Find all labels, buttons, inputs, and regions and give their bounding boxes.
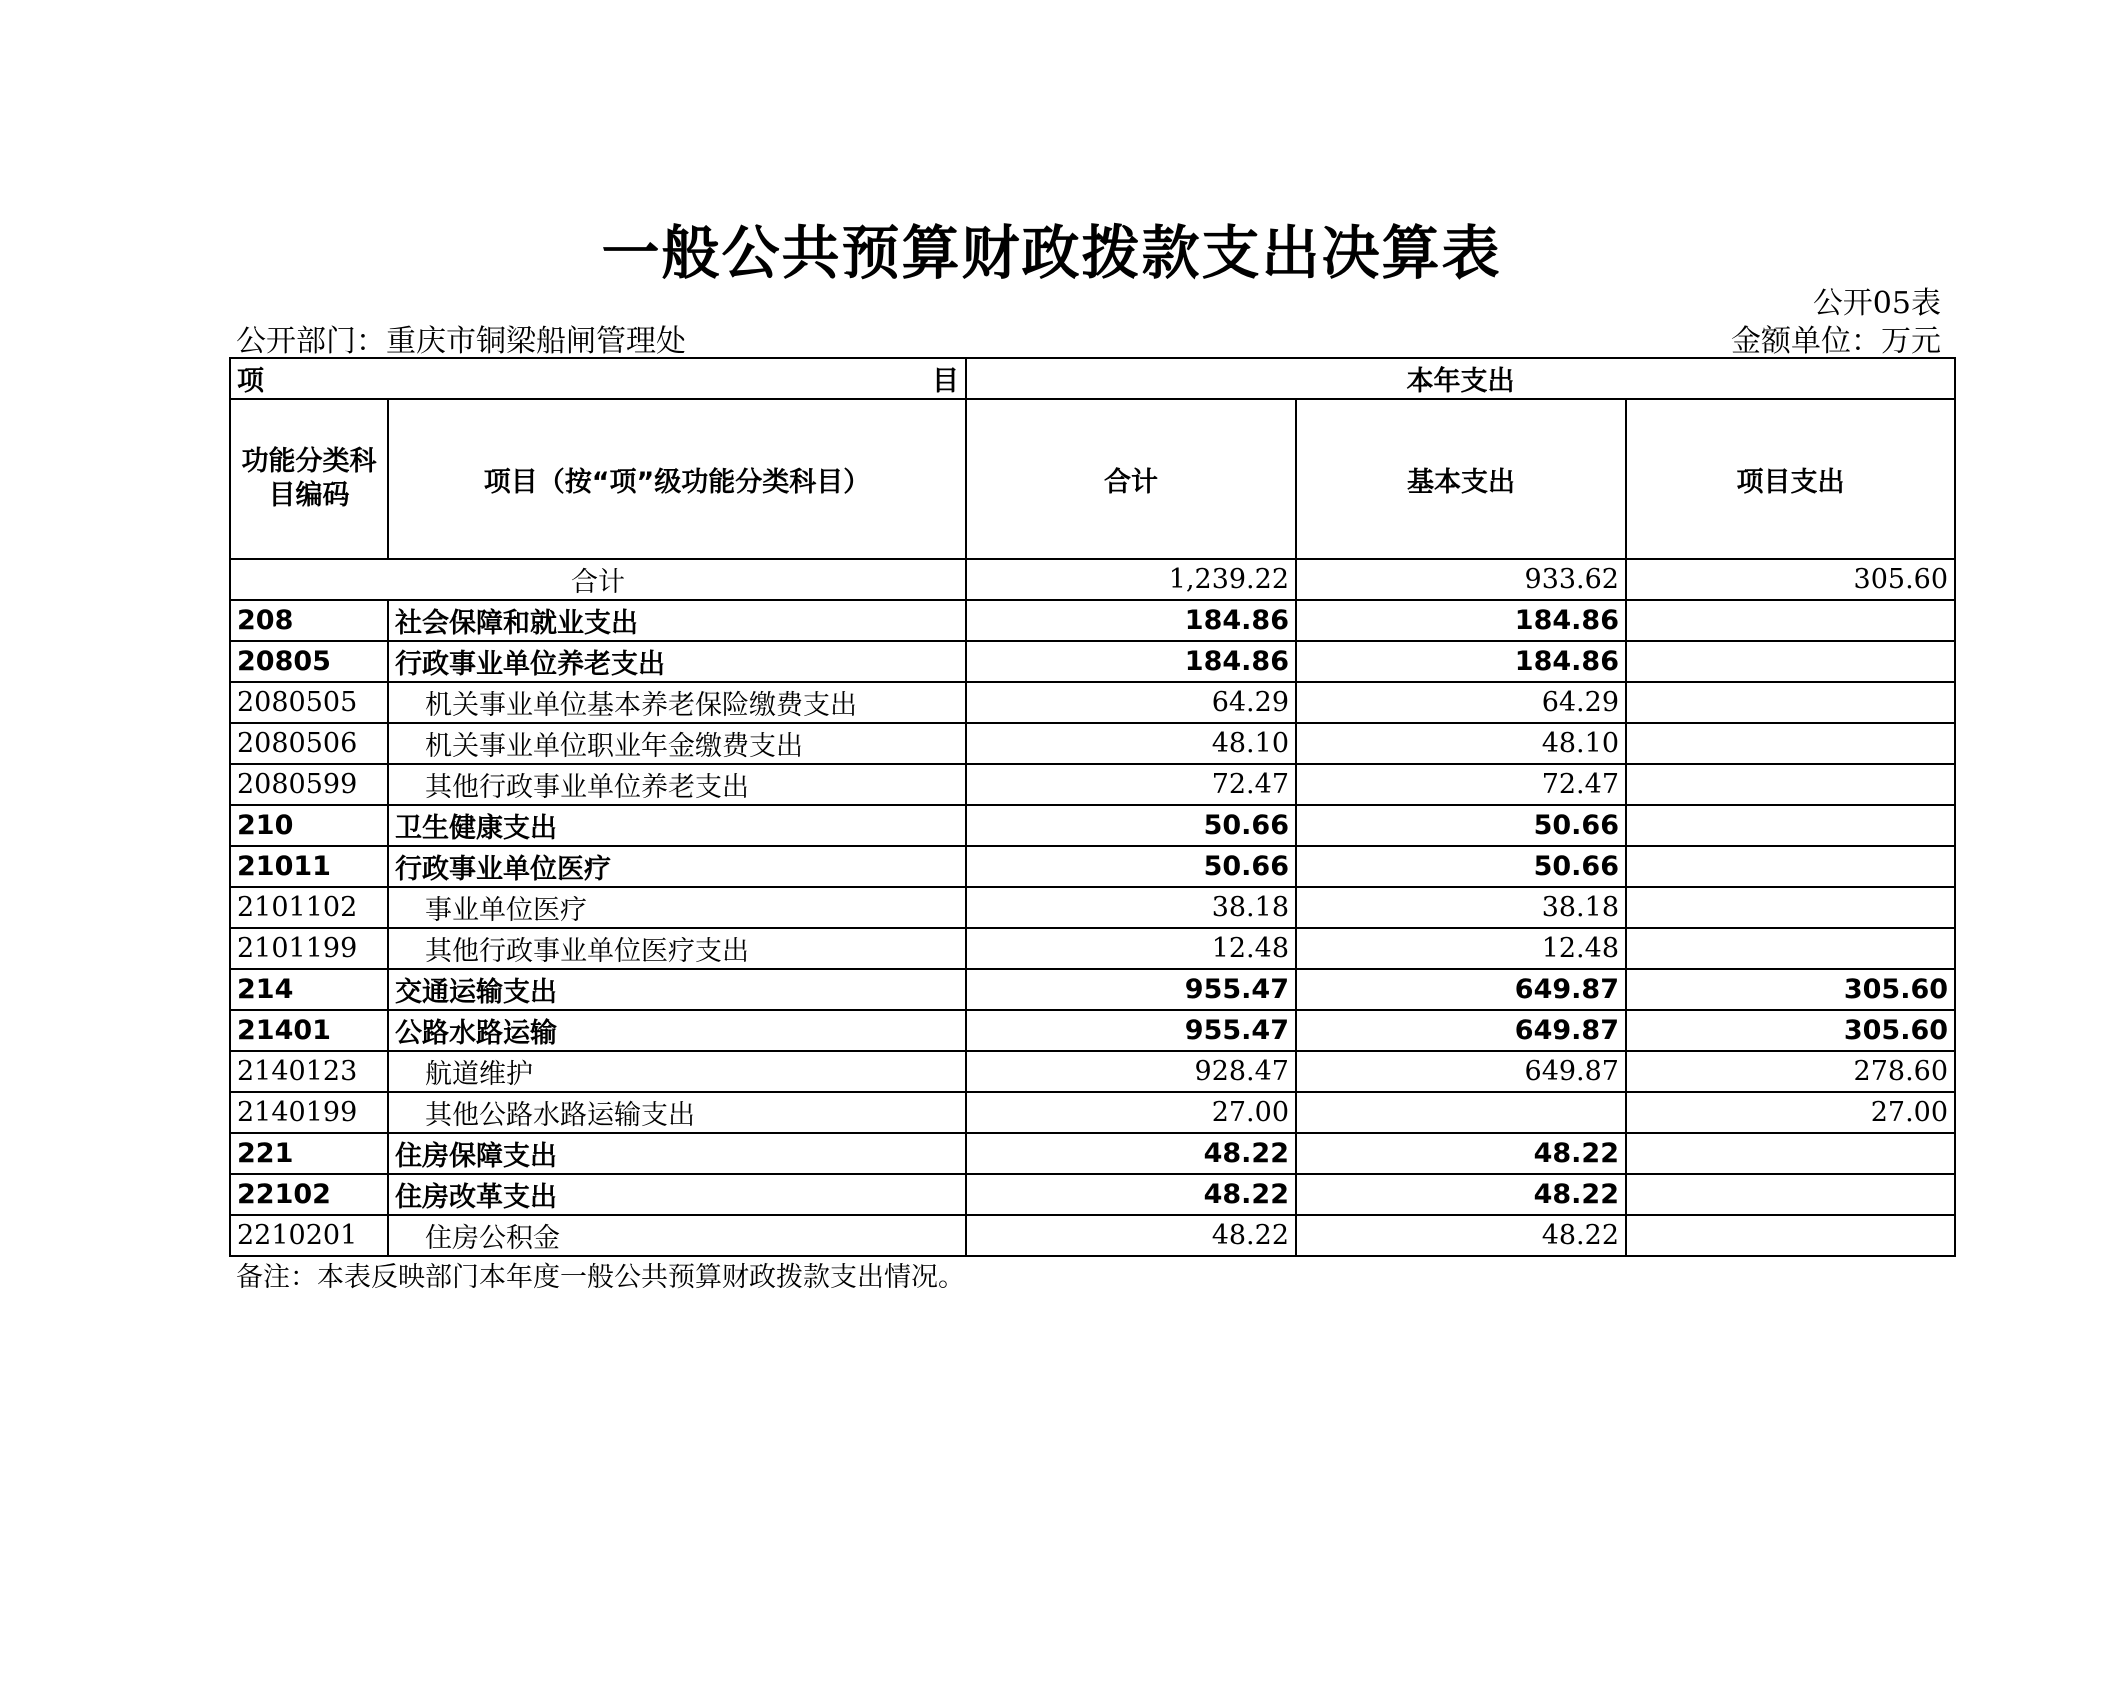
row-basic: 48.22 [1296, 1133, 1626, 1174]
row-name: 卫生健康支出 [388, 805, 966, 846]
row-basic: 48.22 [1296, 1174, 1626, 1215]
row-code: 2210201 [230, 1215, 388, 1256]
row-project: 27.00 [1626, 1092, 1955, 1133]
table-row [230, 1010, 1955, 1051]
row-name: 公路水路运输 [388, 1010, 966, 1051]
row-code: 20805 [230, 641, 388, 682]
row-code: 2140123 [230, 1051, 388, 1092]
name-column-header: 项目（按“项”级功能分类科目） [388, 399, 966, 559]
row-project: 278.60 [1626, 1051, 1955, 1092]
table-row [230, 1215, 1955, 1256]
row-project [1626, 1133, 1955, 1174]
row-name: 其他公路水路运输支出 [388, 1092, 966, 1133]
expenditure-table [229, 357, 1956, 1257]
form-number: 公开05表 [1812, 286, 1941, 321]
table-row [230, 928, 1955, 969]
row-project [1626, 764, 1955, 805]
table-row [230, 887, 1955, 928]
code-column-header: 功能分类科目编码 [230, 399, 388, 559]
row-code: 221 [230, 1133, 388, 1174]
row-code: 21011 [230, 846, 388, 887]
row-code: 2080505 [230, 682, 388, 723]
row-project [1626, 600, 1955, 641]
basic-column-header: 基本支出 [1296, 399, 1626, 559]
table-row [230, 1092, 1955, 1133]
total-row-project: 305.60 [1626, 559, 1955, 600]
department-label: 公开部门：重庆市铜梁船闸管理处 [236, 324, 686, 359]
row-total: 955.47 [966, 1010, 1296, 1051]
row-basic: 12.48 [1296, 928, 1626, 969]
footnote: 备注：本表反映部门本年度一般公共预算财政拨款支出情况。 [236, 1262, 965, 1293]
row-total: 928.47 [966, 1051, 1296, 1092]
row-project [1626, 682, 1955, 723]
table-row [230, 764, 1955, 805]
row-name: 事业单位医疗 [388, 887, 966, 928]
row-code: 21401 [230, 1010, 388, 1051]
row-basic: 48.10 [1296, 723, 1626, 764]
row-basic: 184.86 [1296, 641, 1626, 682]
row-total: 184.86 [966, 600, 1296, 641]
table-row [230, 1174, 1955, 1215]
row-name: 航道维护 [388, 1051, 966, 1092]
row-name: 行政事业单位养老支出 [388, 641, 966, 682]
row-project [1626, 1215, 1955, 1256]
row-project [1626, 641, 1955, 682]
row-project [1626, 805, 1955, 846]
row-name: 机关事业单位职业年金缴费支出 [388, 723, 966, 764]
row-total: 72.47 [966, 764, 1296, 805]
row-name: 其他行政事业单位养老支出 [388, 764, 966, 805]
item-header-right: 目 [932, 366, 959, 397]
row-total: 955.47 [966, 969, 1296, 1010]
row-total: 48.22 [966, 1174, 1296, 1215]
row-name: 行政事业单位医疗 [388, 846, 966, 887]
current-year-header: 本年支出 [966, 358, 1955, 399]
total-column-header: 合计 [966, 399, 1296, 559]
row-code: 210 [230, 805, 388, 846]
row-code: 2080506 [230, 723, 388, 764]
row-basic: 50.66 [1296, 846, 1626, 887]
row-basic: 649.87 [1296, 1051, 1626, 1092]
table-row [230, 969, 1955, 1010]
row-project [1626, 723, 1955, 764]
row-code: 2080599 [230, 764, 388, 805]
row-basic: 649.87 [1296, 969, 1626, 1010]
row-code: 22102 [230, 1174, 388, 1215]
row-name: 社会保障和就业支出 [388, 600, 966, 641]
row-basic: 38.18 [1296, 887, 1626, 928]
row-project [1626, 928, 1955, 969]
row-project [1626, 846, 1955, 887]
amount-unit-label: 金额单位：万元 [1731, 324, 1941, 359]
row-code: 2101102 [230, 887, 388, 928]
total-row-basic: 933.62 [1296, 559, 1626, 600]
row-basic: 649.87 [1296, 1010, 1626, 1051]
row-name: 住房改革支出 [388, 1174, 966, 1215]
row-name: 交通运输支出 [388, 969, 966, 1010]
total-row-total: 1,239.22 [966, 559, 1296, 600]
row-code: 2101199 [230, 928, 388, 969]
table-row [230, 641, 1955, 682]
row-total: 12.48 [966, 928, 1296, 969]
item-header-left: 项 [237, 366, 264, 397]
row-total: 50.66 [966, 805, 1296, 846]
row-basic: 48.22 [1296, 1215, 1626, 1256]
row-name: 住房保障支出 [388, 1133, 966, 1174]
table-row [230, 723, 1955, 764]
row-basic: 184.86 [1296, 600, 1626, 641]
page-title: 一般公共预算财政拨款支出决算表 [601, 219, 1502, 287]
row-basic: 50.66 [1296, 805, 1626, 846]
table-row [230, 1133, 1955, 1174]
row-code: 214 [230, 969, 388, 1010]
row-project: 305.60 [1626, 1010, 1955, 1051]
item-header-cell [230, 358, 966, 399]
header-row-1 [230, 358, 1955, 399]
row-total: 48.10 [966, 723, 1296, 764]
row-total: 48.22 [966, 1215, 1296, 1256]
row-code: 208 [230, 600, 388, 641]
row-total: 38.18 [966, 887, 1296, 928]
total-row [230, 559, 1955, 600]
total-row-label: 合计 [230, 559, 966, 600]
row-name: 机关事业单位基本养老保险缴费支出 [388, 682, 966, 723]
header-row-2 [230, 399, 1955, 559]
row-name: 其他行政事业单位医疗支出 [388, 928, 966, 969]
row-total: 27.00 [966, 1092, 1296, 1133]
row-basic [1296, 1092, 1626, 1133]
table-row [230, 600, 1955, 641]
row-project [1626, 1174, 1955, 1215]
row-total: 64.29 [966, 682, 1296, 723]
table-row [230, 846, 1955, 887]
row-project: 305.60 [1626, 969, 1955, 1010]
table-row [230, 682, 1955, 723]
row-project [1626, 887, 1955, 928]
row-basic: 72.47 [1296, 764, 1626, 805]
row-total: 184.86 [966, 641, 1296, 682]
project-column-header: 项目支出 [1626, 399, 1955, 559]
row-name: 住房公积金 [388, 1215, 966, 1256]
table-row [230, 1051, 1955, 1092]
row-total: 48.22 [966, 1133, 1296, 1174]
row-code: 2140199 [230, 1092, 388, 1133]
row-basic: 64.29 [1296, 682, 1626, 723]
table-row [230, 805, 1955, 846]
row-total: 50.66 [966, 846, 1296, 887]
